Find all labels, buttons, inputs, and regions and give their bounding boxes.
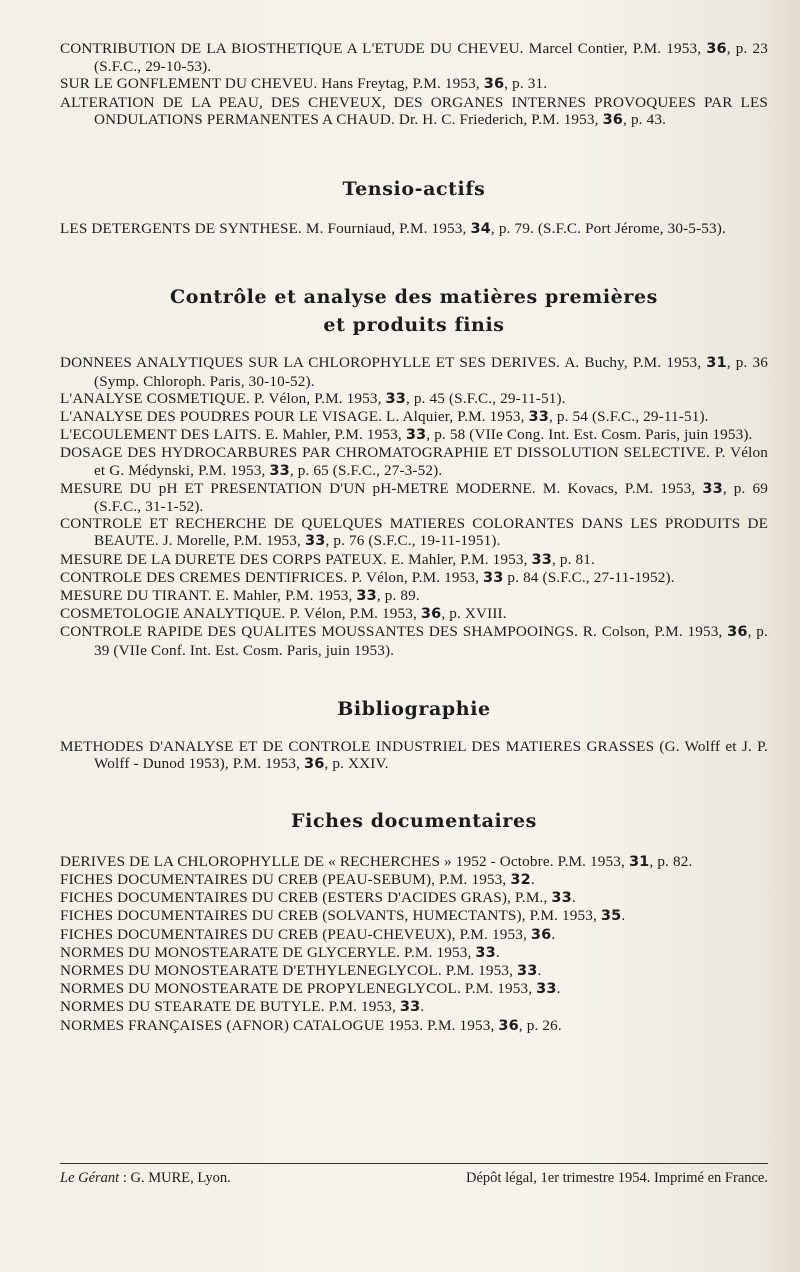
entry-reference: .	[571, 889, 576, 907]
entry-text: FICHES DOCUMENTAIRES DU CREB (PEAU-SEBUM), P.M. 1953,	[60, 870, 511, 888]
fiches-entries	[60, 853, 768, 1035]
index-entry	[60, 962, 768, 980]
entry-reference: , p. 89.	[376, 587, 420, 605]
index-entry	[60, 75, 768, 93]
heading-controle-line1: Contrôle et analyse des matières premières	[170, 286, 658, 309]
entry-volume: 33	[405, 427, 427, 444]
footer-gerant-value: : G. MURE, Lyon.	[119, 1170, 231, 1186]
entry-volume: 36	[304, 756, 325, 773]
entry-text: LES DETERGENTS DE SYNTHESE. M. Fourniaud, P.M. 1953,	[60, 220, 471, 238]
heading-tensio-actifs: Tensio-actifs	[342, 178, 486, 201]
footer-gerant	[60, 1170, 231, 1187]
entry-text: NORMES DU MONOSTEARATE DE GLYCERYLE. P.M. 1953,	[60, 943, 476, 961]
entry-reference: , p. 43.	[623, 110, 667, 128]
entry-volume: 33	[385, 390, 406, 407]
entry-reference: , p. 79. (S.F.C. Port Jérome, 30-5-53).	[490, 220, 726, 238]
index-entry	[60, 426, 768, 444]
entry-reference: , p. 82.	[649, 852, 693, 870]
entry-reference: , p. XVIII.	[441, 605, 507, 623]
index-entry	[60, 605, 768, 623]
index-entry	[60, 551, 768, 569]
entry-text: COSMETOLOGIE ANALYTIQUE. P. Vélon, P.M. 1953,	[60, 605, 421, 623]
entry-text: L'ANALYSE DES POUDRES POUR LE VISAGE. L. Alquier, P.M. 1953,	[60, 408, 529, 426]
index-entry	[60, 738, 768, 773]
entry-reference: , p. 36 (Symp. Chloroph. Paris, 30-10-52).	[94, 354, 768, 390]
entry-text: CONTROLE DES CREMES DENTIFRICES. P. Vélon, P.M. 1953,	[60, 568, 483, 586]
heading-fiches-documentaires: Fiches documentaires	[291, 810, 537, 833]
controle-entries	[60, 354, 768, 658]
entry-volume: 36	[727, 624, 748, 641]
entry-reference: , p. 76 (S.F.C., 19-11-1951).	[325, 532, 501, 550]
entry-volume: 33	[536, 981, 557, 998]
entry-volume: 36	[602, 111, 624, 128]
entry-text: SUR LE GONFLEMENT DU CHEVEU. Hans Freytag, P.M. 1953,	[60, 75, 484, 93]
footer-gerant-label: Le Gérant	[60, 1170, 120, 1186]
index-content	[60, 40, 768, 1035]
entry-text: METHODES D'ANALYSE ET DE CONTROLE INDUSTRIEL DES MATIERES GRASSES (G. Wolff et J. P. Wolff - Dunod 1953), P.M. 1953,	[60, 738, 768, 773]
entry-text: L'ANALYSE COSMETIQUE. P. Vélon, P.M. 1953,	[60, 389, 386, 407]
entry-volume: 36	[498, 1017, 519, 1034]
entry-volume: 33	[356, 588, 377, 605]
tensio-entries	[60, 220, 768, 238]
entry-volume: 34	[470, 221, 491, 238]
entry-text: CONTRIBUTION DE LA BIOSTHETIQUE A L'ETUDE DU CHEVEU. Marcel Contier, P.M. 1953,	[60, 40, 707, 57]
entry-reference: , p. 45 (S.F.C., 29-11-51).	[405, 389, 566, 407]
index-entry	[60, 480, 768, 515]
entry-reference: p. 84 (S.F.C., 27-11-1952).	[503, 568, 675, 586]
biblio-entries	[60, 738, 768, 773]
index-entry	[60, 623, 768, 658]
entry-text: CONTROLE ET RECHERCHE DE QUELQUES MATIERES COLORANTES DANS LES PRODUITS DE BEAUTE. J. Morelle, P.M. 1953,	[60, 515, 768, 550]
index-entry	[60, 871, 768, 889]
entry-text: DONNEES ANALYTIQUES SUR LA CHLOROPHYLLE ET SES DERIVES. A. Buchy, P.M. 1953,	[60, 354, 707, 372]
entry-text: NORMES DU MONOSTEARATE DE PROPYLENEGLYCOL. P.M. 1953,	[60, 980, 537, 998]
footer-depot-legal: Dépôt légal, 1er trimestre 1954. Imprimé en France.	[466, 1170, 768, 1186]
entry-volume: 33	[551, 890, 572, 907]
entry-reference: .	[530, 870, 535, 888]
entry-volume: 31	[628, 853, 650, 870]
entry-volume: 32	[510, 871, 531, 888]
entry-reference: , p. 58 (VIIe Cong. Int. Est. Cosm. Paris, juin 1953).	[426, 426, 753, 444]
heading-controle-line2: et produits finis	[323, 314, 505, 337]
entry-text: DOSAGE DES HYDROCARBURES PAR CHROMATOGRAPHIE ET DISSOLUTION SELECTIVE. P. Vélon et G. Médynski, P.M. 1953,	[60, 444, 768, 479]
entry-text: CONTROLE RAPIDE DES QUALITES MOUSSANTES DES SHAMPOOINGS. R. Colson, P.M. 1953,	[60, 623, 728, 641]
entry-volume: 33	[483, 569, 504, 586]
entry-volume: 33	[475, 944, 496, 961]
entry-volume: 36	[530, 926, 552, 943]
page-footer	[60, 1163, 768, 1187]
entry-text: ALTERATION DE LA PEAU, DES CHEVEUX, DES ORGANES INTERNES PROVOQUEES PAR LES ONDULATIONS PERMANENTES A CHAUD. Dr. H. C. Friederich, P.M. 1953,	[60, 93, 768, 128]
index-entry	[60, 408, 768, 426]
index-entry	[60, 390, 768, 408]
entry-text: DERIVES DE LA CHLOROPHYLLE DE « RECHERCHES » 1952 - Octobre. P.M. 1953,	[60, 852, 629, 870]
index-entry	[60, 354, 768, 389]
entry-text: MESURE DU TIRANT. E. Mahler, P.M. 1953,	[60, 587, 357, 605]
index-entry	[60, 980, 768, 998]
entry-text: FICHES DOCUMENTAIRES DU CREB (PEAU-CHEVEUX), P.M. 1953,	[60, 925, 531, 943]
entry-volume: 33	[528, 409, 549, 426]
top-entries	[60, 40, 768, 129]
entry-reference: , p. 81.	[552, 550, 595, 568]
entry-reference: , p. 69 (S.F.C., 31-1-52).	[94, 479, 768, 516]
entry-reference: , p. 31.	[504, 75, 548, 93]
entry-text: NORMES DU MONOSTEARATE D'ETHYLENEGLYCOL. P.M. 1953,	[60, 961, 518, 979]
entry-text: L'ECOULEMENT DES LAITS. E. Mahler, P.M. 1953,	[60, 426, 406, 444]
entry-reference: , p. 39 (VIIe Conf. Int. Est. Cosm. Paris, juin 1953).	[94, 623, 768, 659]
entry-volume: 36	[483, 76, 505, 93]
entry-volume: 36	[706, 41, 727, 57]
entry-text: MESURE DE LA DURETE DES CORPS PATEUX. E. Mahler, P.M. 1953,	[60, 550, 532, 568]
entry-text: NORMES DU STEARATE DE BUTYLE. P.M. 1953,	[60, 998, 400, 1016]
index-entry	[60, 587, 768, 605]
index-entry	[60, 569, 768, 587]
index-entry	[60, 907, 768, 925]
entry-text: FICHES DOCUMENTAIRES DU CREB (ESTERS D'ACIDES GRAS), P.M.,	[60, 889, 552, 907]
entry-reference: , p. 65 (S.F.C., 27-3-52).	[289, 461, 443, 479]
entry-reference: , p. 23 (S.F.C., 29-10-53).	[94, 40, 768, 76]
index-entry	[60, 889, 768, 907]
entry-reference: .	[621, 907, 626, 925]
index-entry	[60, 998, 768, 1016]
entry-reference: .	[537, 961, 542, 979]
entry-reference: .	[556, 980, 561, 998]
entry-text: FICHES DOCUMENTAIRES DU CREB (SOLVANTS, HUMECTANTS), P.M. 1953,	[60, 907, 601, 925]
index-entry	[60, 515, 768, 550]
entry-volume: 35	[600, 908, 622, 925]
entry-reference: , p. 26.	[518, 1016, 562, 1034]
entry-volume: 33	[517, 962, 538, 979]
entry-volume: 33	[399, 999, 421, 1016]
entry-reference: , p. 54 (S.F.C., 29-11-51).	[549, 408, 709, 426]
index-entry	[60, 1017, 768, 1035]
entry-reference: .	[495, 943, 500, 961]
index-entry	[60, 40, 768, 75]
index-entry	[60, 220, 768, 238]
entry-volume: 33	[702, 480, 723, 497]
index-entry	[60, 944, 768, 962]
entry-volume: 36	[420, 606, 442, 623]
entry-text: NORMES FRANÇAISES (AFNOR) CATALOGUE 1953. P.M. 1953,	[60, 1016, 499, 1034]
entry-volume: 33	[531, 551, 552, 568]
entry-reference: .	[420, 998, 425, 1016]
entry-reference: , p. XXIV.	[324, 755, 389, 773]
entry-reference: .	[551, 925, 556, 943]
heading-bibliographie: Bibliographie	[337, 697, 491, 720]
index-entry	[60, 926, 768, 944]
entry-volume: 31	[706, 355, 727, 372]
index-entry	[60, 853, 768, 871]
entry-volume: 33	[304, 533, 326, 550]
index-entry	[60, 94, 768, 129]
entry-volume: 33	[269, 462, 290, 479]
index-entry	[60, 444, 768, 479]
entry-text: MESURE DU pH ET PRESENTATION D'UN pH-METRE MODERNE. M. Kovacs, P.M. 1953,	[60, 479, 703, 497]
